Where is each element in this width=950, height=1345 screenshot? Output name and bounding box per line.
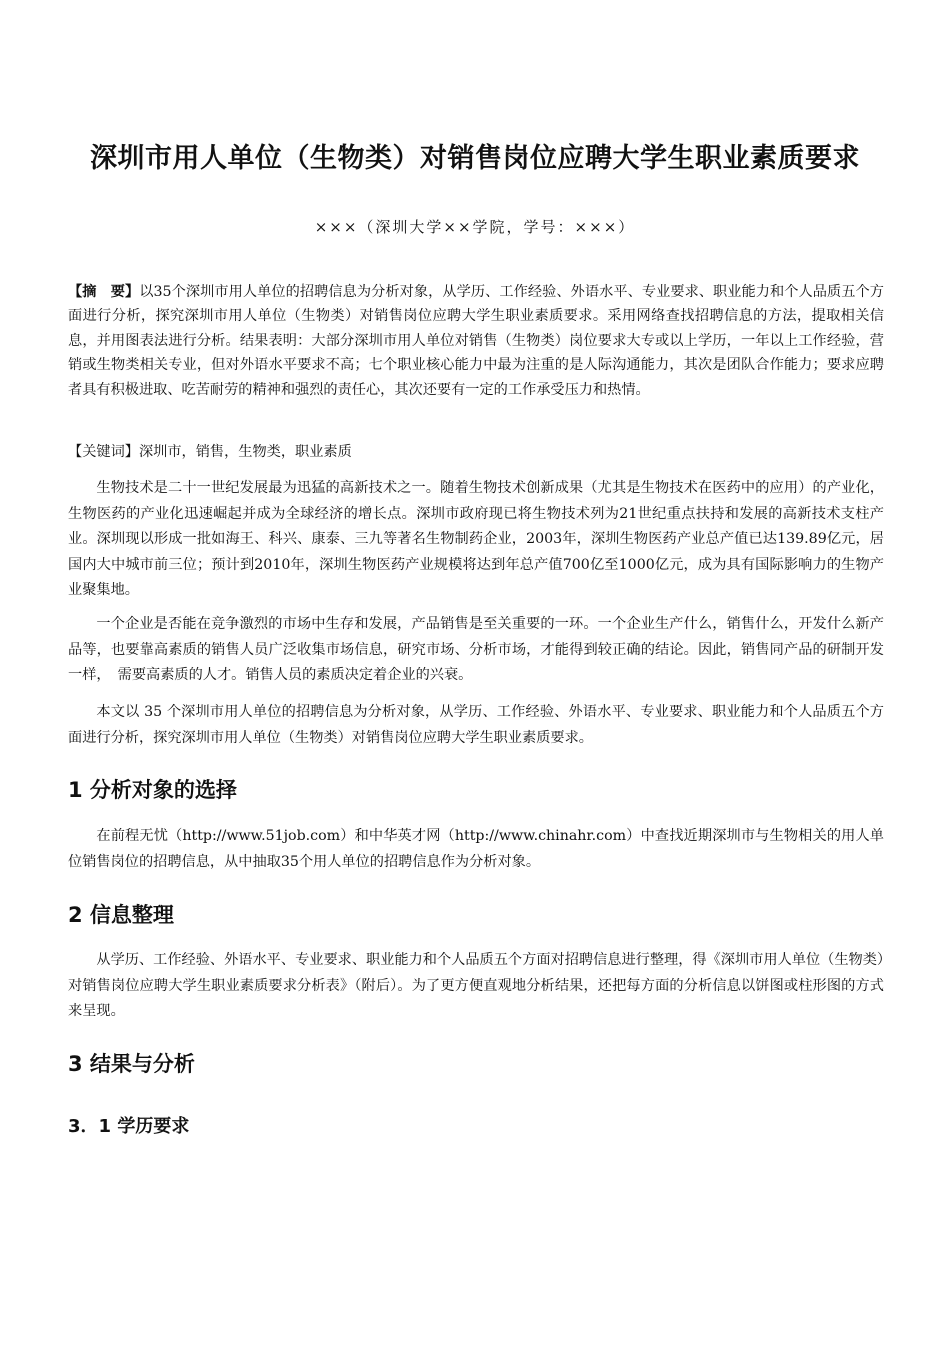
subsection-heading: 3．1 学历要求 (68, 1116, 190, 1137)
section-heading-3: 3 结果与分析 (68, 1052, 195, 1076)
section-heading-2: 2 信息整理 (68, 903, 174, 927)
keywords-text: 深圳市，销售，生物类，职业素质 (138, 444, 352, 460)
section-paragraph-2: 从学历、工作经验、外语水平、专业要求、职业能力和个人品质五个方面对招聘信息进行整理，得《深圳市用人单位（生物类）对销售岗位应聘大学生职业素质要求分析表》（附后）。为了更方便直观地分析结果，还把每方面的分析信息以饼图或柱形图的方式来呈现。 (68, 952, 884, 1019)
section-heading-1: 1 分析对象的选择 (68, 778, 237, 802)
abstract-label: 【摘 要】 (68, 284, 140, 300)
paper-title: 深圳市用人单位（生物类）对销售岗位应聘大学生职业素质要求 (90, 143, 860, 174)
abstract-text: 以35个深圳市用人单位的招聘信息为分析对象，从学历、工作经验、外语水平、专业要求、职业能力和个人品质五个方面进行分析，探究深圳市用人单位（生物类）对销售岗位应聘大学生职业素质要求。采用网络查找招聘信息的方法，提取相关信息，并用图表法进行分析。结果表明：大部分深圳市用人单位对销售（生物类）岗位要求大专或以上学历，一年以上工作经验，营销或生物类相关专业，但对外语水平要求不高；七个职业核心能力中最为注重的是人际沟通能力，其次是团队合作能力；要求应聘者具有积极进取、吃苦耐劳的精神和强烈的责任心，其次还要有一定的工作承受压力和热情。 (68, 284, 884, 398)
intro-paragraph-1: 生物技术是二十一世纪发展最为迅猛的高新技术之一。随着生物技术创新成果（尤其是生物技术在医药中的应用）的产业化，生物医药的产业化迅速崛起并成为全球经济的增长点。深圳市政府现已将生物技术列为21世纪重点扶持和发展的高新技术支柱产业。深圳现以形成一批如海王、科兴、康泰、三九等著名生物制药企业，2003年，深圳生物医药产业总产值已达139.89亿元，居国内大中城市前三位；预计到2010年，深圳生物医药产业规模将达到年总产值700亿至1000亿元，成为具有国际影响力的生物产业聚集地。 (68, 480, 884, 598)
author-line: ×××（深圳大学××学院，学号：×××） (314, 218, 636, 236)
intro-paragraph-3: 本文以 35 个深圳市用人单位的招聘信息为分析对象，从学历、工作经验、外语水平、专业要求、职业能力和个人品质五个方面进行分析，探究深圳市用人单位（生物类）对销售岗位应聘大学生职业素质要求。 (68, 704, 884, 746)
keywords (68, 440, 884, 464)
section-paragraph-1: 在前程无忧（http://www.51job.com）和中华英才网（http://www.chinahr.com）中查找近期深圳市与生物相关的用人单位销售岗位的招聘信息，从中抽取35个用人单位的招聘信息作为分析对象。 (68, 828, 884, 870)
intro-paragraph-2: 一个企业是否能在竞争激烈的市场中生存和发展，产品销售是至关重要的一环。一个企业生产什么，销售什么，开发什么新产品等，也要靠高素质的销售人员广泛收集市场信息，研究市场、分析市场，才能得到较正确的结论。因此，销售同产品的研制开发一样， 需要高素质的人才。销售人员的素质决定着企业的兴衰。 (68, 616, 884, 683)
abstract (68, 280, 884, 402)
keywords-label: 【关键词】 (68, 444, 139, 460)
